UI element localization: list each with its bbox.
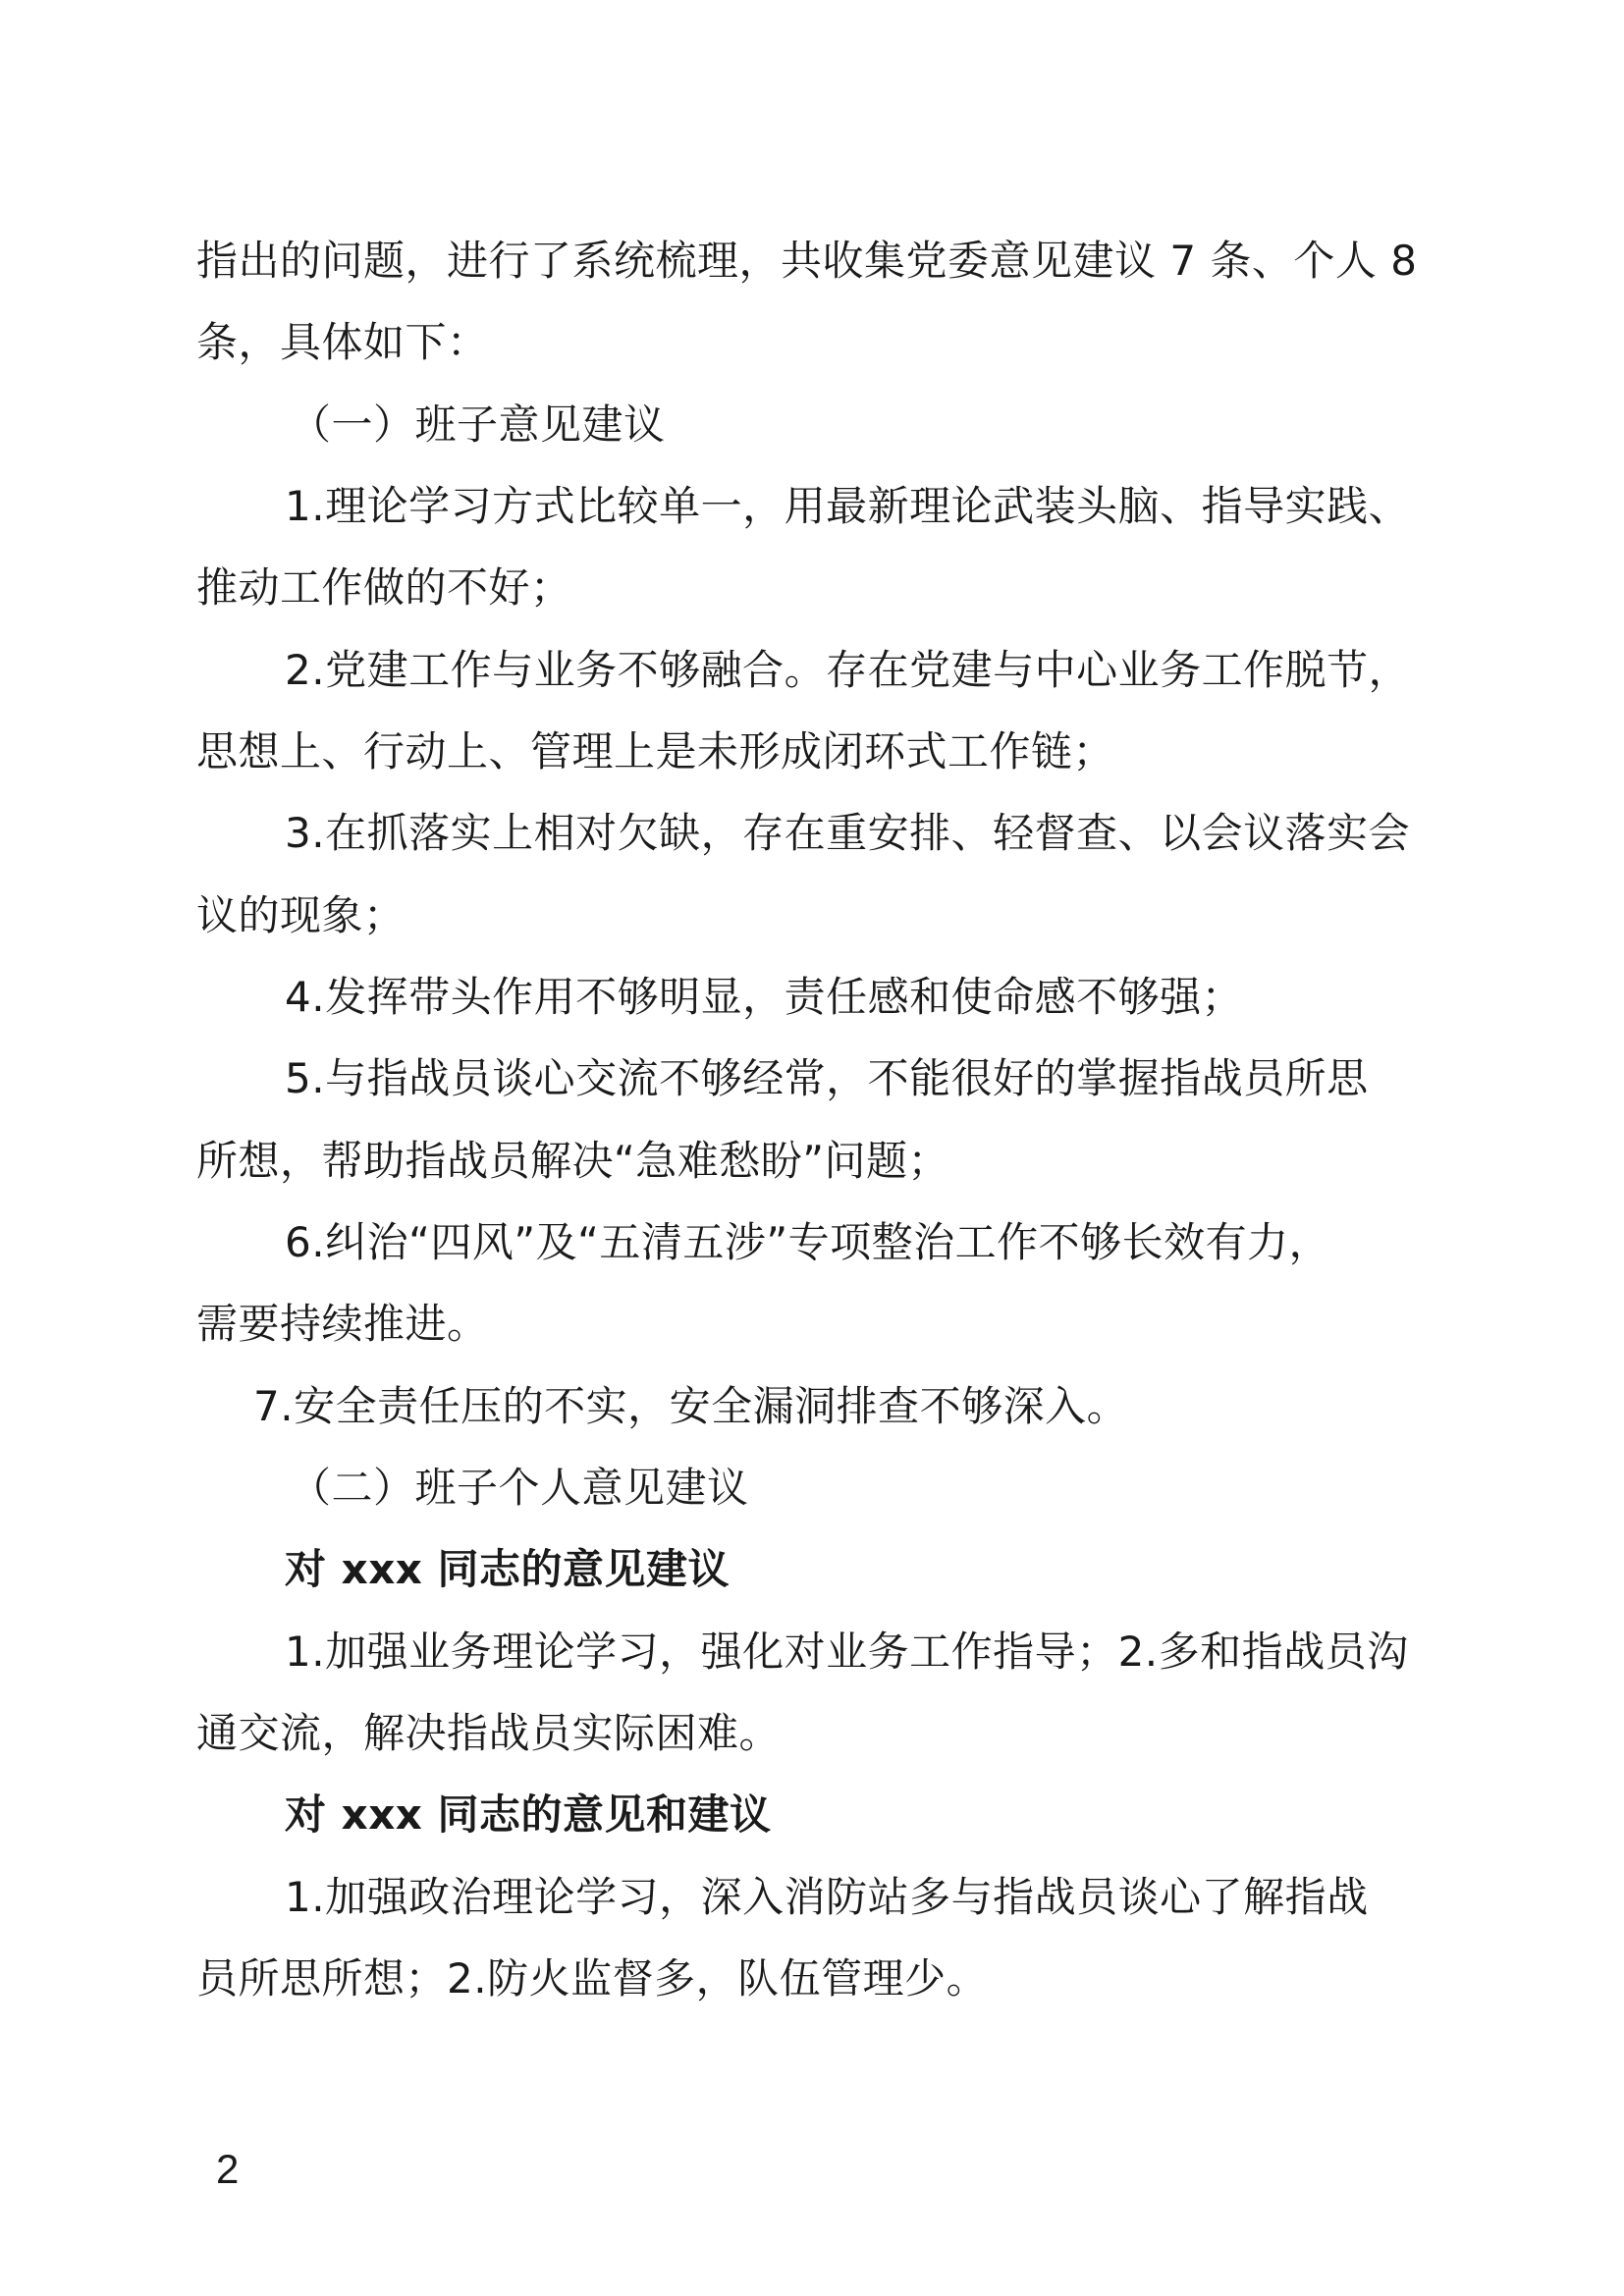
list-item: 6.纠治“四风”及“五清五涉”专项整治工作不够长效有力，	[285, 1218, 1331, 1266]
list-item: 7.安全责任压的不实，安全漏洞排查不够深入。	[253, 1382, 1129, 1430]
section-heading: （一）班子意见建议	[290, 400, 666, 449]
section-heading: （二）班子个人意见建议	[290, 1464, 749, 1512]
list-item-continuation: 所想，帮助指战员解决“急难愁盼”问题；	[196, 1137, 950, 1185]
list-item-continuation: 通交流，解决指战员实际困难。	[196, 1709, 782, 1757]
page-number: 2	[216, 2146, 240, 2192]
list-item: 5.与指战员谈心交流不够经常，不能很好的掌握指战员所思	[285, 1054, 1369, 1102]
list-item-continuation: 思想上、行动上、管理上是未形成闭环式工作链；	[196, 727, 1115, 775]
body-text-line: 指出的问题，进行了系统梳理，共收集党委意见建议 7 条、个人 8	[196, 237, 1418, 285]
subsection-heading: 对 xxx 同志的意见建议	[285, 1545, 731, 1593]
list-item-continuation: 推动工作做的不好；	[196, 563, 572, 612]
list-item-continuation: 需要持续推进。	[196, 1300, 489, 1348]
list-item: 1.加强政治理论学习，深入消防站多与指战员谈心了解指战	[285, 1873, 1369, 1921]
list-item-continuation: 员所思所想；2.防火监督多，队伍管理少。	[196, 1954, 989, 2002]
body-text-line: 条，具体如下：	[196, 318, 489, 366]
list-item: 2.党建工作与业务不够融合。存在党建与中心业务工作脱节，	[285, 646, 1411, 694]
subsection-heading: 对 xxx 同志的意见和建议	[285, 1790, 772, 1839]
list-item: 4.发挥带头作用不够明显，责任感和使命感不够强；	[285, 973, 1244, 1021]
list-item: 1.理论学习方式比较单一，用最新理论武装头脑、指导实践、	[285, 482, 1411, 530]
list-item: 3.在抓落实上相对欠缺，存在重安排、轻督查、以会议落实会	[285, 809, 1411, 857]
list-item-continuation: 议的现象；	[196, 891, 406, 939]
list-item: 1.加强业务理论学习，强化对业务工作指导；2.多和指战员沟	[285, 1628, 1409, 1676]
